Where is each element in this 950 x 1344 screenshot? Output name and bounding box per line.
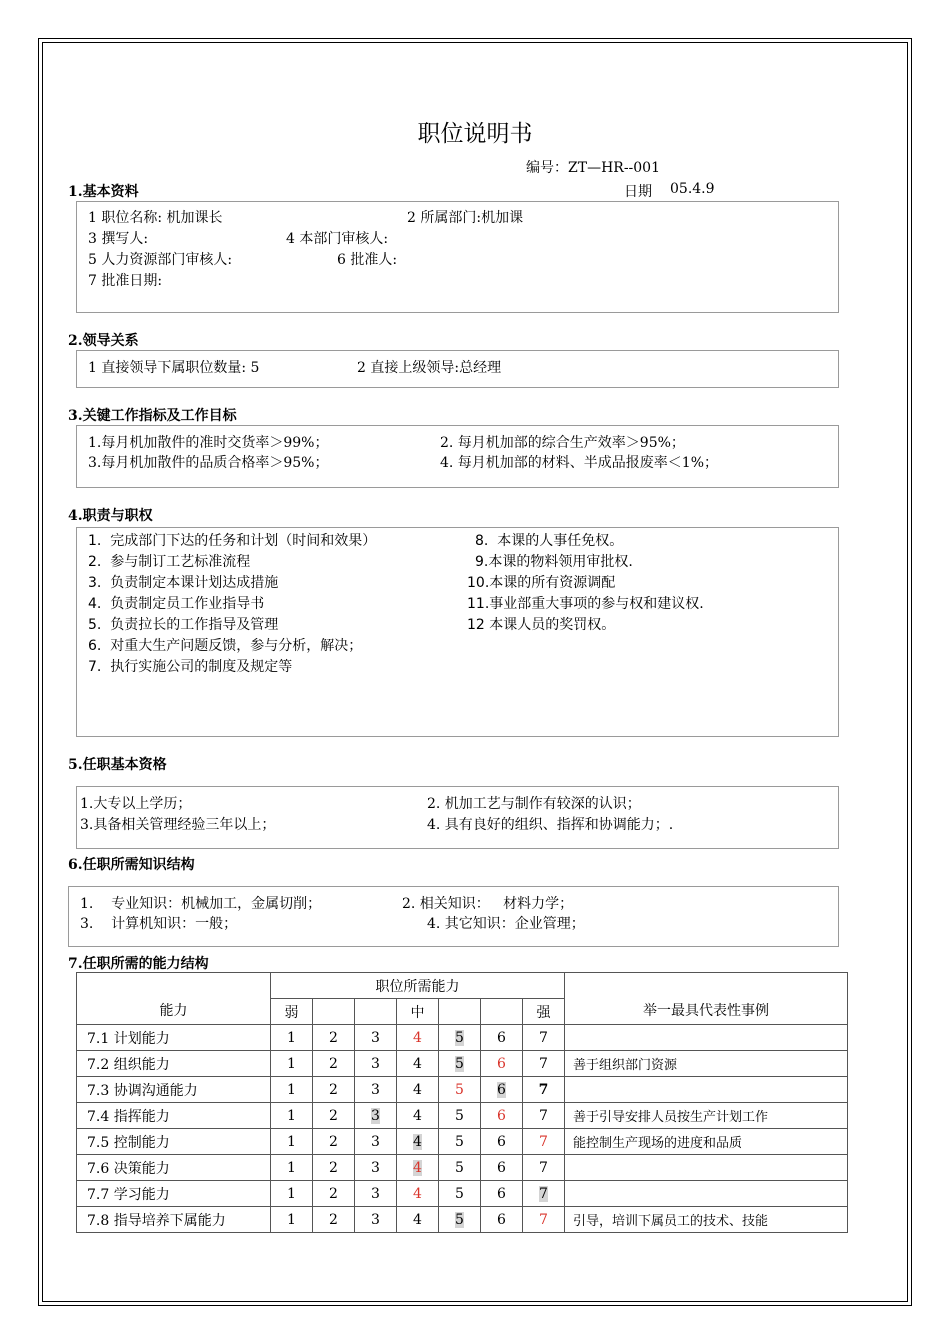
level-cell: 3 <box>371 1029 380 1046</box>
scale-blank <box>439 999 481 1025</box>
section-2-box <box>76 350 839 388</box>
level-cell: 3 <box>371 1159 380 1176</box>
level-cell: 6 <box>497 1185 506 1202</box>
scale-blank <box>481 999 523 1025</box>
duty-number: 4. <box>88 596 102 612</box>
level-cell: 4 <box>413 1055 422 1072</box>
scale-blank <box>355 999 397 1025</box>
duty-item <box>88 531 376 551</box>
level-cell: 6 <box>497 1029 506 1046</box>
dept-reviewer-field: 4 本部门审核人: <box>286 231 389 247</box>
level-cell: 1 <box>287 1133 296 1150</box>
example-cell <box>565 1181 848 1207</box>
level-cell-current: 7 <box>539 1185 548 1202</box>
section-2-heading: 2.领导关系 <box>68 333 139 349</box>
section-6-heading: 6.任职所需知识结构 <box>68 857 195 873</box>
authority-text: 本课的人事任免权。 <box>497 533 624 549</box>
level-cell-required: 4 <box>413 1185 422 1202</box>
section-3-heading: 3.关键工作指标及工作目标 <box>68 408 237 424</box>
level-cell-current: 4 <box>413 1133 422 1150</box>
header-example: 举一最具代表性事例 <box>565 973 848 1025</box>
section-6-box <box>68 886 839 947</box>
level-cell: 3 <box>371 1055 380 1072</box>
kpi-item: 3.每月机加散件的品质合格率＞95%； <box>88 455 329 471</box>
header-required-ability: 职位所需能力 <box>271 973 565 999</box>
superior-field: 2 直接上级领导:总经理 <box>357 360 502 376</box>
level-cell-required: 4 <box>413 1029 422 1046</box>
table-row <box>77 1181 848 1207</box>
table-row <box>77 1129 848 1155</box>
duty-number: 2. <box>88 554 102 570</box>
department-field: 2 所属部门:机加课 <box>407 210 524 226</box>
qualification-item: 2. 机加工艺与制作有较深的认识； <box>427 796 641 812</box>
kpi-item: 1.每月机加散件的准时交货率＞99%； <box>88 435 329 451</box>
knowledge-item: 1. 专业知识：机械加工，金属切削； <box>80 896 322 912</box>
scale-mid: 中 <box>397 999 439 1025</box>
qualification-item: 1.大专以上学历； <box>80 796 192 812</box>
level-cell: 4 <box>413 1211 422 1228</box>
date-value: 05.4.9 <box>670 181 715 197</box>
level-cell: 2 <box>329 1159 338 1176</box>
level-cell-current: 3 <box>371 1107 380 1124</box>
example-cell: 引导，培训下属员工的技术、技能 <box>565 1207 848 1233</box>
section-4-box <box>76 527 839 737</box>
table-row <box>77 1077 848 1103</box>
authority-item <box>475 531 623 551</box>
scale-weak: 弱 <box>271 999 313 1025</box>
level-cell-required: 7 <box>539 1211 548 1228</box>
kpi-item: 4. 每月机加部的材料、半成品报废率＜1%； <box>440 455 719 471</box>
level-cell: 1 <box>287 1159 296 1176</box>
duty-item <box>88 615 278 635</box>
level-cell-required-current: 4 <box>413 1159 422 1176</box>
level-cell-required: 6 <box>497 1055 506 1072</box>
section-3-box <box>76 425 839 488</box>
ability-name: 7.5 控制能力 <box>77 1129 271 1155</box>
level-cell: 2 <box>329 1081 338 1098</box>
authority-text: 本课的所有资源调配 <box>489 575 616 591</box>
ability-name: 7.4 指挥能力 <box>77 1103 271 1129</box>
duty-text: 负责制定本课计划达成措施 <box>110 575 279 591</box>
document-title: 职位说明书 <box>417 121 533 147</box>
document-code: 编号：ZT—HR--001 <box>526 160 660 176</box>
authority-text: 本课的物料领用审批权. <box>488 554 633 570</box>
ability-name: 7.6 决策能力 <box>77 1155 271 1181</box>
ability-name: 7.1 计划能力 <box>77 1025 271 1051</box>
date-label: 日期 <box>624 184 652 200</box>
level-cell: 6 <box>497 1159 506 1176</box>
duty-item <box>88 573 278 593</box>
qualification-item: 4. 具有良好的组织、指挥和协调能力；. <box>427 817 674 833</box>
duty-text: 参与制订工艺标准流程 <box>110 554 251 570</box>
authority-text: 本课人员的奖罚权。 <box>489 617 616 633</box>
section-4-heading: 4.职责与职权 <box>68 508 153 524</box>
level-cell: 1 <box>287 1185 296 1202</box>
duty-item <box>88 552 250 572</box>
ability-name: 7.2 组织能力 <box>77 1051 271 1077</box>
ability-name: 7.8 指导培养下属能力 <box>77 1207 271 1233</box>
example-cell <box>565 1025 848 1051</box>
level-cell: 1 <box>287 1107 296 1124</box>
level-cell: 5 <box>455 1107 464 1124</box>
duty-text: 负责拉长的工作指导及管理 <box>110 617 279 633</box>
qualification-item: 3.具备相关管理经验三年以上； <box>80 817 276 833</box>
level-cell: 2 <box>329 1029 338 1046</box>
approval-date-field: 7 批准日期: <box>88 273 163 289</box>
knowledge-item: 2. 相关知识： 材料力学； <box>402 896 574 912</box>
table-row <box>77 1025 848 1051</box>
level-cell-current: 5 <box>455 1211 464 1228</box>
duty-text: 对重大生产问题反馈，参与分析，解决； <box>110 638 363 654</box>
section-1-box <box>76 201 839 313</box>
level-cell: 1 <box>287 1211 296 1228</box>
authority-number: 11. <box>467 596 490 612</box>
level-cell: 2 <box>329 1211 338 1228</box>
level-cell: 2 <box>329 1107 338 1124</box>
table-row <box>77 1103 848 1129</box>
duty-item <box>88 636 362 656</box>
authority-text: 事业部重大事项的参与权和建议权. <box>489 596 704 612</box>
level-cell: 7 <box>539 1159 548 1176</box>
level-cell: 4 <box>413 1107 422 1124</box>
duty-item <box>88 594 264 614</box>
authority-item <box>467 573 615 593</box>
writer-field: 3 撰写人: <box>88 231 149 247</box>
kpi-item: 2. 每月机加部的综合生产效率＞95%； <box>440 435 685 451</box>
ability-table <box>76 972 848 1233</box>
level-cell: 1 <box>287 1029 296 1046</box>
level-cell: 5 <box>455 1133 464 1150</box>
authority-number: 9. <box>475 554 489 570</box>
authority-number: 10. <box>467 575 490 591</box>
level-cell-required: 7 <box>539 1133 548 1150</box>
level-cell: 1 <box>287 1081 296 1098</box>
ability-name: 7.3 协调沟通能力 <box>77 1077 271 1103</box>
level-cell-current: 5 <box>455 1029 464 1046</box>
level-cell: 3 <box>371 1081 380 1098</box>
section-5-box <box>76 786 839 849</box>
table-row <box>77 1155 848 1181</box>
level-cell: 5 <box>455 1185 464 1202</box>
ability-name: 7.7 学习能力 <box>77 1181 271 1207</box>
scale-blank <box>313 999 355 1025</box>
example-cell <box>565 1155 848 1181</box>
duty-item <box>88 657 292 677</box>
duty-number: 7. <box>88 659 102 675</box>
knowledge-item: 3. 计算机知识：一般； <box>80 916 238 932</box>
level-cell-current: 5 <box>455 1055 464 1072</box>
level-cell: 2 <box>329 1133 338 1150</box>
table-row <box>77 1051 848 1077</box>
level-cell: 3 <box>371 1133 380 1150</box>
level-cell: 6 <box>497 1211 506 1228</box>
table-row <box>77 1207 848 1233</box>
level-cell: 7 <box>539 1055 548 1072</box>
authority-item <box>475 552 633 572</box>
duty-text: 执行实施公司的制度及规定等 <box>110 659 293 675</box>
section-5-heading: 5.任职基本资格 <box>68 757 167 773</box>
level-cell: 7 <box>538 1081 549 1098</box>
level-cell: 4 <box>413 1081 422 1098</box>
level-cell: 2 <box>329 1055 338 1072</box>
level-cell: 5 <box>455 1159 464 1176</box>
knowledge-item: 4. 其它知识：企业管理； <box>427 916 585 932</box>
level-cell: 2 <box>329 1185 338 1202</box>
section-7-heading: 7.任职所需的能力结构 <box>68 956 209 972</box>
level-cell-required: 6 <box>497 1107 506 1124</box>
level-cell: 7 <box>539 1107 548 1124</box>
example-cell <box>565 1077 848 1103</box>
header-ability: 能力 <box>77 973 271 1025</box>
scale-strong: 强 <box>523 999 565 1025</box>
duty-text: 负责制定员工作业指导书 <box>110 596 265 612</box>
subordinates-field: 1 直接领导下属职位数量: 5 <box>88 360 260 376</box>
authority-item <box>467 594 704 614</box>
level-cell: 3 <box>371 1185 380 1202</box>
level-cell: 3 <box>371 1211 380 1228</box>
level-cell-required: 5 <box>455 1081 464 1098</box>
example-cell: 善于组织部门资源 <box>565 1051 848 1077</box>
section-1-heading: 1.基本资料 <box>68 184 139 200</box>
authority-number: 12 <box>467 617 485 633</box>
level-cell: 1 <box>287 1055 296 1072</box>
duty-number: 6. <box>88 638 102 654</box>
position-name-field: 1 职位名称: 机加课长 <box>88 210 223 226</box>
duty-number: 3. <box>88 575 102 591</box>
approver-field: 6 批准人: <box>337 252 398 268</box>
level-cell: 6 <box>497 1133 506 1150</box>
example-cell: 善于引导安排人员按生产计划工作 <box>565 1103 848 1129</box>
example-cell: 能控制生产现场的进度和品质 <box>565 1129 848 1155</box>
duty-text: 完成部门下达的任务和计划（时间和效果） <box>110 533 377 549</box>
level-cell-current: 6 <box>497 1081 506 1098</box>
level-cell: 7 <box>539 1029 548 1046</box>
hr-reviewer-field: 5 人力资源部门审核人: <box>88 252 233 268</box>
duty-number: 1. <box>88 533 102 549</box>
duty-number: 5. <box>88 617 102 633</box>
authority-item <box>467 615 615 635</box>
authority-number: 8. <box>475 533 489 549</box>
